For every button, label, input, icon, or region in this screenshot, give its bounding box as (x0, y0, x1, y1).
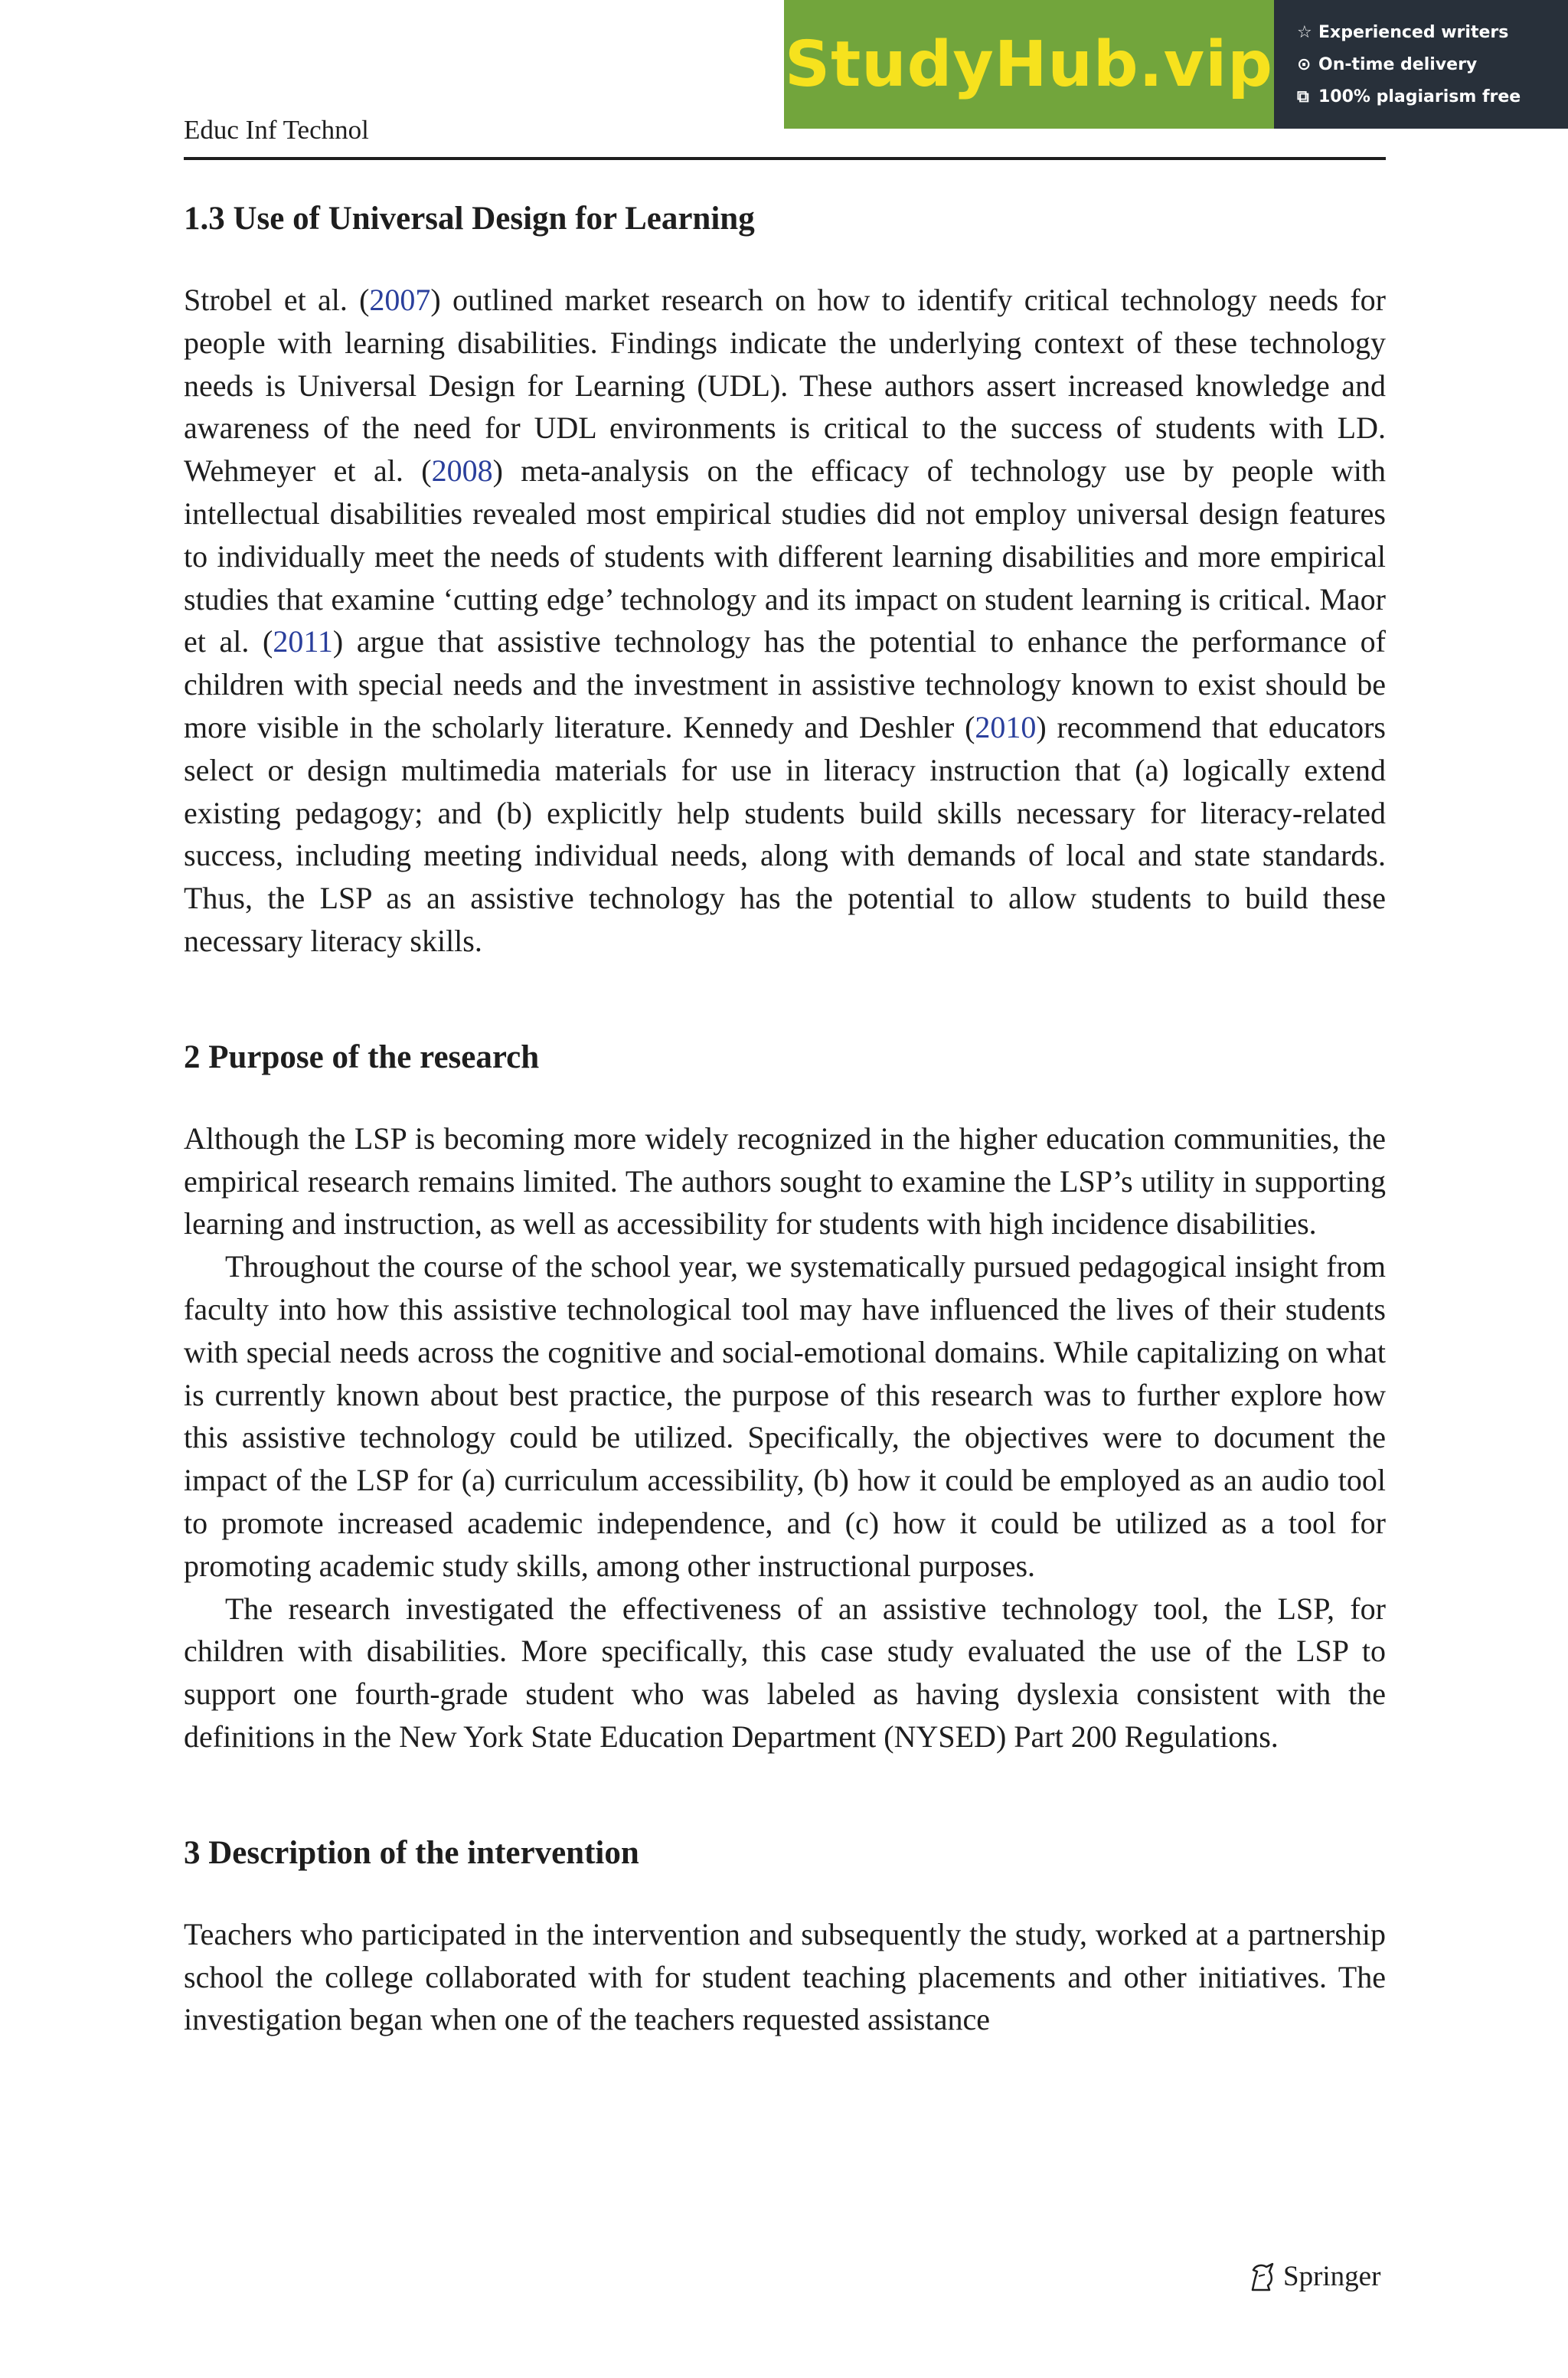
citation-link-2007[interactable]: 2007 (369, 283, 431, 317)
section-heading-2: 2 Purpose of the research (184, 1039, 540, 1075)
running-head: Educ Inf Technol (184, 115, 369, 145)
article-body (184, 198, 1386, 2041)
feature-label: Experienced writers (1318, 22, 1509, 42)
studyhub-logo[interactable] (784, 0, 1274, 129)
paragraph-purpose-1: Although the LSP is becoming more widely recognized in the higher education communities, the empirical research remains limited. The authors sought to examine the LSP’s utility in supporting learning and instruction, as well as accessibility for students with high incidence disabilities. (184, 1120, 1386, 1241)
springer-horse-icon (1246, 2259, 1277, 2293)
copy-icon: ⧉ (1297, 87, 1309, 106)
text-run: ) argue that assistive technology has the potential to enhance the performance of children with special needs and the investment in assistive technology known to exist should be more visible in the scholarly literature. Kennedy and Deshler ( (184, 624, 1386, 744)
paragraph-purpose-3: The research investigated the effectiveness of an assistive technology tool, the LSP, for children with disabilities. More specifically, this case study evaluated the use of the LSP to support one fourth-grade student who was labeled as having dyslexia consistent with the definitions in the New York State Education Department (NYSED) Part 200 Regulations. (184, 1591, 1386, 1754)
studyhub-banner[interactable] (784, 0, 1568, 129)
clock-icon: ⊙ (1297, 54, 1312, 74)
paragraph-udl (184, 279, 1386, 963)
text-run: Strobel et al. ( (184, 283, 370, 317)
feature-label: 100% plagiarism free (1318, 87, 1521, 106)
paragraph-purpose-2: Throughout the course of the school year, we systematically pursued pedagogical insight from faculty into how this assistive technological tool may have influenced the lives of their students with special needs across the cognitive and social-emotional domains. While capitalizing on what is currently known about best practice, the purpose of this research was to further explore how this assistive technology could be utilized. Specifically, the objectives were to document the impact of the LSP for (a) curriculum accessibility, (b) how it could be employed as an audio tool to promote increased academic independence, and (c) how it could be utilized as a tool for promoting academic study skills, among other instructional purposes. (184, 1249, 1386, 1583)
text-run: ) meta-analysis on the efficacy of technology use by people with intellectual disabilities revealed most empirical studies did not employ universal design features to individually meet the needs of students with different learning disabilities and more empirical studies that examine ‘cutting edge’ technology and its impact on student learning is critical. Maor et al. ( (184, 453, 1386, 659)
feature-plagiarism-free (1297, 80, 1568, 113)
citation-link-2008[interactable]: 2008 (431, 453, 493, 489)
citation-link-2011[interactable]: 2011 (273, 624, 333, 659)
publisher-name: Springer (1283, 2260, 1381, 2292)
text-run: ) outlined market research on how to identify critical technology needs for people with learning disabilities. Findings indicate the underlying context of these technology needs is Universal Design for Learning (UDL). These authors assert increased knowledge and awareness of the need for UDL environments is critical to the success of students with LD. Wehmeyer et al. ( (184, 283, 1386, 489)
feature-experienced-writers (1297, 16, 1568, 48)
section-heading-3: 3 Description of the intervention (184, 1834, 639, 1871)
star-icon: ☆ (1297, 22, 1312, 42)
banner-features (1274, 0, 1568, 129)
section-heading-1-3: 1.3 Use of Universal Design for Learning (184, 201, 755, 237)
brand-name: StudyHub.vip (785, 28, 1273, 101)
feature-label: On-time delivery (1318, 54, 1478, 74)
header-rule (184, 157, 1386, 160)
citation-link-2010[interactable]: 2010 (975, 709, 1037, 744)
paragraph-intervention-1: Teachers who participated in the intervention and subsequently the study, worked at a partnership school the college collaborated with for student teaching placements and other initiatives. The investigation began when one of the teachers requested assistance (184, 1916, 1386, 2037)
publisher-logo (1246, 2259, 1380, 2293)
text-run: ) recommend that educators select or design multimedia materials for use in literacy instruction that (a) logically extend existing pedagogy; and (b) explicitly help students build skills necessary for literacy-related success, including meeting individual needs, along with demands of local and state standards. Thus, the LSP as an assistive technology has the potential to allow students to build these necessary literacy skills. (184, 709, 1386, 958)
feature-on-time-delivery (1297, 48, 1568, 80)
